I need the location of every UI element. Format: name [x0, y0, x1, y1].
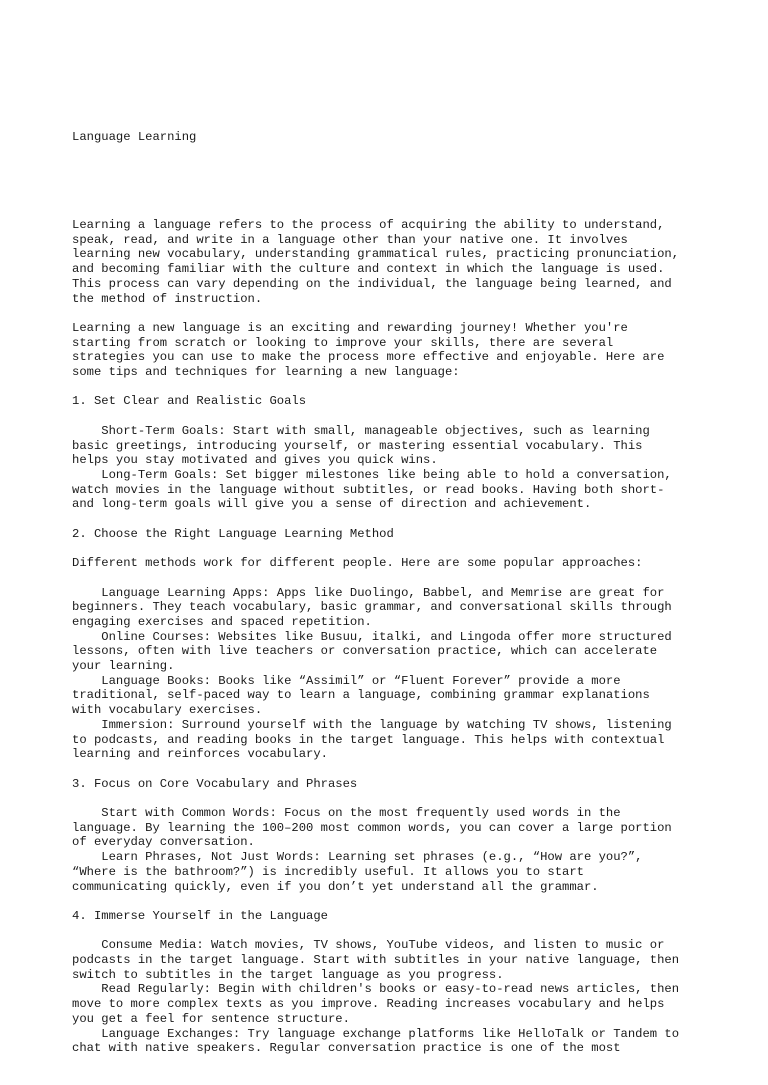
paragraph-line: Learn Phrases, Not Just Words: Learning set phrases (e.g., “How are you?”, — [72, 850, 643, 865]
paragraph-line: 1. Set Clear and Realistic Goals — [72, 394, 307, 409]
paragraph-line: Different methods work for different people. Here are some popular approaches: — [72, 556, 643, 571]
paragraph-line: Language Books: Books like “Assimil” or “Fluent Forever” provide a more — [72, 673, 621, 688]
paragraph-line: language. By learning the 100–200 most common words, you can cover a large portion — [72, 820, 672, 835]
paragraph-line: to podcasts, and reading books in the target language. This helps with contextual — [72, 732, 665, 747]
paragraph-line: starting from scratch or looking to improve your skills, there are several — [72, 335, 614, 350]
paragraph — [72, 527, 712, 542]
paragraph-line: Online Courses: Websites like Busuu, italki, and Lingoda offer more structured — [72, 629, 672, 644]
paragraph — [72, 321, 712, 380]
paragraph-line: Learning a new language is an exciting and rewarding journey! Whether you're — [72, 320, 628, 335]
paragraph-line: speak, read, and write in a language other than your native one. It involves — [72, 232, 628, 247]
paragraph-line: strategies you can use to make the process more effective and enjoyable. Here are — [72, 350, 665, 365]
paragraph-line: move to more complex texts as you improve. Reading increases vocabulary and helps — [72, 997, 665, 1012]
paragraph-line: Language Exchanges: Try language exchange platforms like HelloTalk or Tandem to — [72, 1026, 680, 1041]
paragraph — [72, 806, 712, 894]
paragraph-line: the method of instruction. — [72, 291, 263, 306]
paragraph-line: chat with native speakers. Regular conversation practice is one of the most — [72, 1041, 621, 1056]
paragraph-line: helps you stay motivated and gives you quick wins. — [72, 453, 438, 468]
paragraph — [72, 586, 712, 762]
paragraph-line: 3. Focus on Core Vocabulary and Phrases — [72, 776, 358, 791]
paragraph-line: Long-Term Goals: Set bigger milestones like being able to hold a conversation, — [72, 467, 672, 482]
paragraph — [72, 909, 712, 924]
paragraph-line: Read Regularly: Begin with children's books or easy-to-read news articles, then — [72, 982, 680, 997]
paragraph-line: 2. Choose the Right Language Learning Method — [72, 526, 394, 541]
paragraph — [72, 777, 712, 792]
paragraph — [72, 938, 712, 1056]
document-title: Language Learning — [72, 129, 197, 144]
paragraph-line: Short-Term Goals: Start with small, manageable objectives, such as learning — [72, 423, 650, 438]
paragraph-line: “Where is the bathroom?”) is incredibly useful. It allows you to start — [72, 864, 584, 879]
document-page — [72, 71, 712, 1085]
paragraph-line: beginners. They teach vocabulary, basic grammar, and conversational skills through — [72, 600, 672, 615]
paragraph-line: lessons, often with live teachers or conversation practice, which can accelerate — [72, 644, 658, 659]
paragraph-line: switch to subtitles in the target language as you progress. — [72, 967, 504, 982]
paragraph-line: and becoming familiar with the culture and context in which the language is used. — [72, 262, 665, 277]
paragraph — [72, 218, 712, 306]
paragraph-line: learning new vocabulary, understanding grammatical rules, practicing pronunciation, — [72, 247, 680, 262]
paragraph-line: engaging exercises and spaced repetition. — [72, 614, 372, 629]
document-body — [72, 218, 712, 1056]
paragraph-line: you get a feel for sentence structure. — [72, 1011, 350, 1026]
paragraph-line: Learning a language refers to the process of acquiring the ability to understand, — [72, 218, 665, 233]
paragraph-line: watch movies in the language without subtitles, or read books. Having both short- — [72, 482, 665, 497]
paragraph-line: Start with Common Words: Focus on the most frequently used words in the — [72, 806, 621, 821]
paragraph-line: and long-term goals will give you a sense of direction and achievement. — [72, 497, 592, 512]
paragraph — [72, 556, 712, 571]
paragraph-line: This process can vary depending on the individual, the language being learned, and — [72, 276, 672, 291]
paragraph-line: 4. Immerse Yourself in the Language — [72, 908, 328, 923]
paragraph-line: Language Learning Apps: Apps like Duolingo, Babbel, and Memrise are great for — [72, 585, 665, 600]
paragraph-line: your learning. — [72, 659, 175, 674]
paragraph-line: traditional, self-paced way to learn a language, combining grammar explanations — [72, 688, 650, 703]
paragraph-line: podcasts in the target language. Start with subtitles in your native language, then — [72, 953, 680, 968]
paragraph-line: communicating quickly, even if you don’t yet understand all the grammar. — [72, 879, 599, 894]
paragraph-line: Immersion: Surround yourself with the language by watching TV shows, listening — [72, 717, 672, 732]
paragraph-line: Consume Media: Watch movies, TV shows, YouTube videos, and listen to music or — [72, 938, 665, 953]
paragraph-line: learning and reinforces vocabulary. — [72, 747, 328, 762]
paragraph-line: some tips and techniques for learning a new language: — [72, 365, 460, 380]
paragraph-line: with vocabulary exercises. — [72, 703, 263, 718]
paragraph-line: basic greetings, introducing yourself, or mastering essential vocabulary. This — [72, 438, 643, 453]
paragraph — [72, 394, 712, 409]
paragraph-line: of everyday conversation. — [72, 835, 255, 850]
paragraph — [72, 424, 712, 512]
document-title-block — [72, 100, 712, 174]
